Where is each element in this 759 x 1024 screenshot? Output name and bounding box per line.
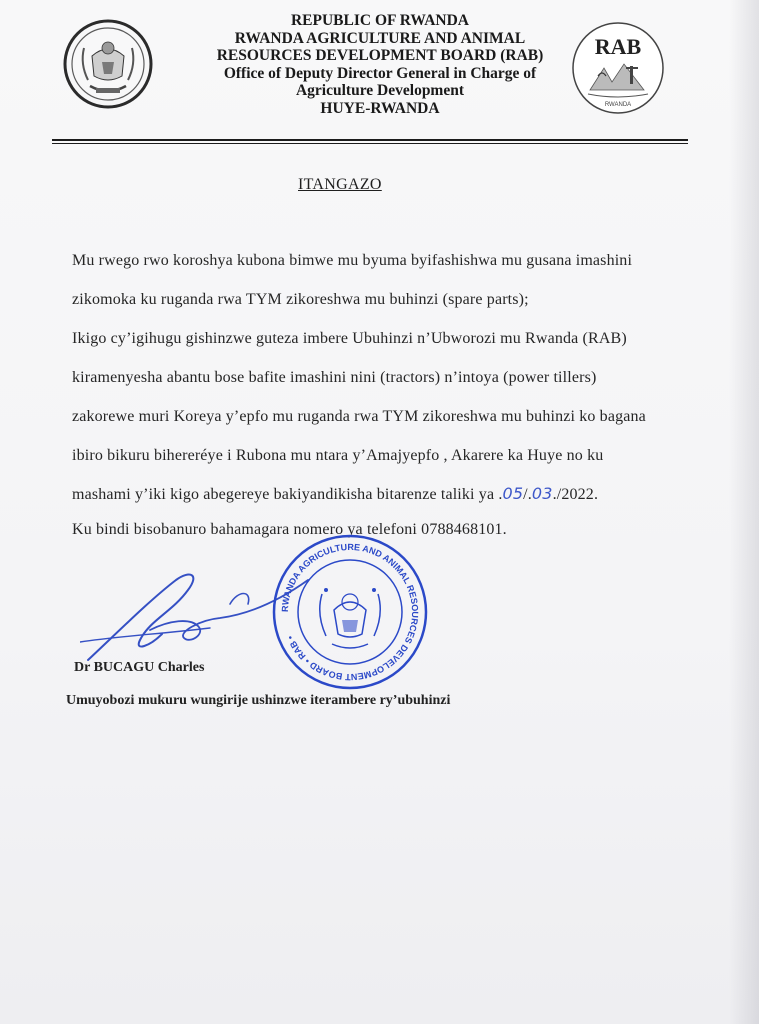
deadline-month: 03 — [531, 484, 553, 503]
body-line-2: zikomoka ku ruganda rwa TYM zikoreshwa mu buhinzi (spare parts); — [72, 291, 529, 308]
header-line-3: RESOURCES DEVELOPMENT BOARD (RAB) — [216, 47, 544, 64]
header-line-2: RWANDA AGRICULTURE AND ANIMAL — [234, 29, 526, 47]
signatory-name: Dr BUCAGU Charles — [74, 660, 205, 675]
rab-logo-text: RAB — [594, 34, 642, 59]
signatory-title: Umuyobozi mukuru wungirije ushinzwe iterambere ry’ubuhinzi — [66, 693, 451, 708]
rab-logo-subtext: RWANDA — [604, 102, 632, 108]
official-stamp — [270, 532, 430, 692]
header-line-4: Office of Deputy Director General in Charge of — [223, 64, 537, 82]
body-line-5: zakorewe muri Koreya y’epfo mu ruganda rwa TYM zikoreshwa mu buhinzi ko bagana — [72, 408, 646, 425]
rwanda-coat-of-arms-icon — [62, 18, 154, 110]
header-line-6: HUYE-RWANDA — [320, 99, 440, 117]
body-line-6: ibiro bikuru bihereréye i Rubona mu ntara y’Amajyepfo , Akarere ka Huye no ku — [72, 447, 604, 464]
stamp-ring-text: RWANDA AGRICULTURE AND ANIMAL RESOURCES DEVELOPMENT BOARD • RAB • — [279, 541, 421, 683]
deadline-year: ./2022. — [552, 486, 599, 503]
header-divider-thin — [52, 143, 688, 144]
header-line-1: REPUBLIC OF RWANDA — [290, 12, 469, 29]
header-line-5: Agriculture Development — [295, 82, 465, 99]
body-line-3: Ikigo cy’igihugu gishinzwe guteza imbere Ubuhinzi n’Ubworozi mu Rwanda (RAB) — [72, 330, 627, 347]
body-line-4: kiramenyesha abantu bose bafite imashini nini (tractors) n’intoya (power tillers) — [72, 369, 597, 386]
deadline-day: 05 — [502, 484, 524, 503]
contact-line: Ku bindi bisobanuro bahamagara nomero ya telefoni 0788468101. — [72, 521, 507, 538]
body-line-deadline — [72, 484, 598, 504]
rab-logo-icon — [568, 20, 668, 116]
page-edge-shadow — [729, 0, 759, 1024]
deadline-separator: /. — [523, 486, 532, 503]
letterhead — [170, 12, 590, 117]
header-divider-thick — [52, 139, 688, 141]
document-title: ITANGAZO — [298, 176, 382, 193]
deadline-prefix: mashami y’iki kigo abegereye bakiyandikisha bitarenze taliki ya . — [72, 486, 503, 503]
body-line-1: Mu rwego rwo koroshya kubona bimwe mu byuma byifashishwa mu gusana imashini — [72, 252, 633, 269]
